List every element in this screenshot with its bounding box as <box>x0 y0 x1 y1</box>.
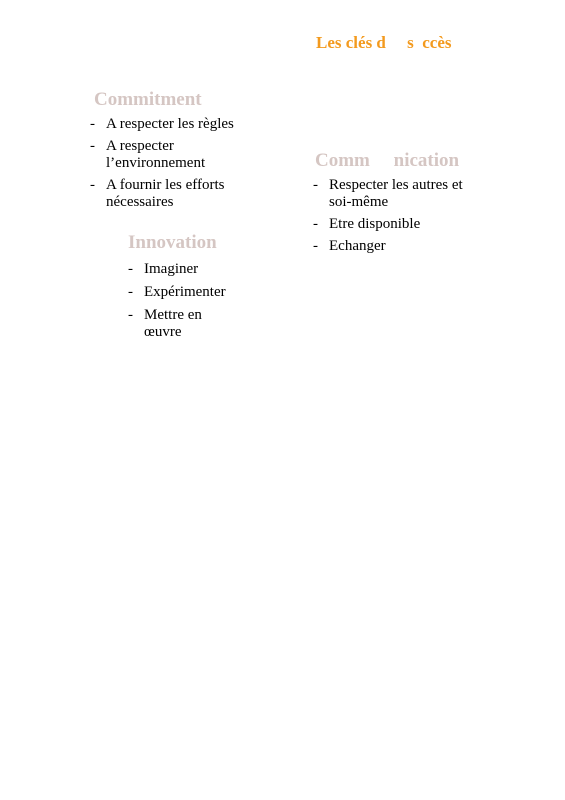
bullet-dash: - <box>313 177 318 193</box>
list-item <box>128 261 238 278</box>
list-item-text: A respecter l’environnement <box>106 138 206 171</box>
list-item-text: Respecter les autres et soi-même <box>329 177 463 210</box>
list-item <box>128 284 238 301</box>
list-item-text: Imaginer <box>144 261 199 277</box>
list-item <box>90 177 260 211</box>
bullet-dash: - <box>90 116 95 132</box>
list-innovation <box>128 261 238 347</box>
list-item-text: A respecter les règles <box>106 116 234 132</box>
list-item-text: Etre disponible <box>329 216 421 232</box>
list-item-text: Echanger <box>329 238 386 254</box>
list-commitment <box>90 116 260 216</box>
list-item <box>313 238 488 255</box>
list-item-text: A fournir les efforts nécessaires <box>106 177 225 210</box>
list-item-text: Expérimenter <box>144 284 226 300</box>
list-item-text: Mettre en œuvre <box>144 307 202 340</box>
list-item <box>313 216 488 233</box>
bullet-dash: - <box>313 216 318 232</box>
list-item <box>313 177 488 211</box>
heading-innovation: Innovation <box>128 232 217 253</box>
bullet-dash: - <box>128 261 133 277</box>
list-item <box>90 116 260 133</box>
heading-commitment: Commitment <box>94 89 202 110</box>
bullet-dash: - <box>128 284 133 300</box>
list-item <box>128 307 238 341</box>
page-title: Les clés d s ccès <box>316 33 452 52</box>
bullet-dash: - <box>90 177 95 193</box>
bullet-dash: - <box>90 138 95 154</box>
list-communication <box>313 177 488 260</box>
heading-communication: Comm nication <box>315 150 460 171</box>
bullet-dash: - <box>313 238 318 254</box>
bullet-dash: - <box>128 307 133 323</box>
list-item <box>90 138 260 172</box>
